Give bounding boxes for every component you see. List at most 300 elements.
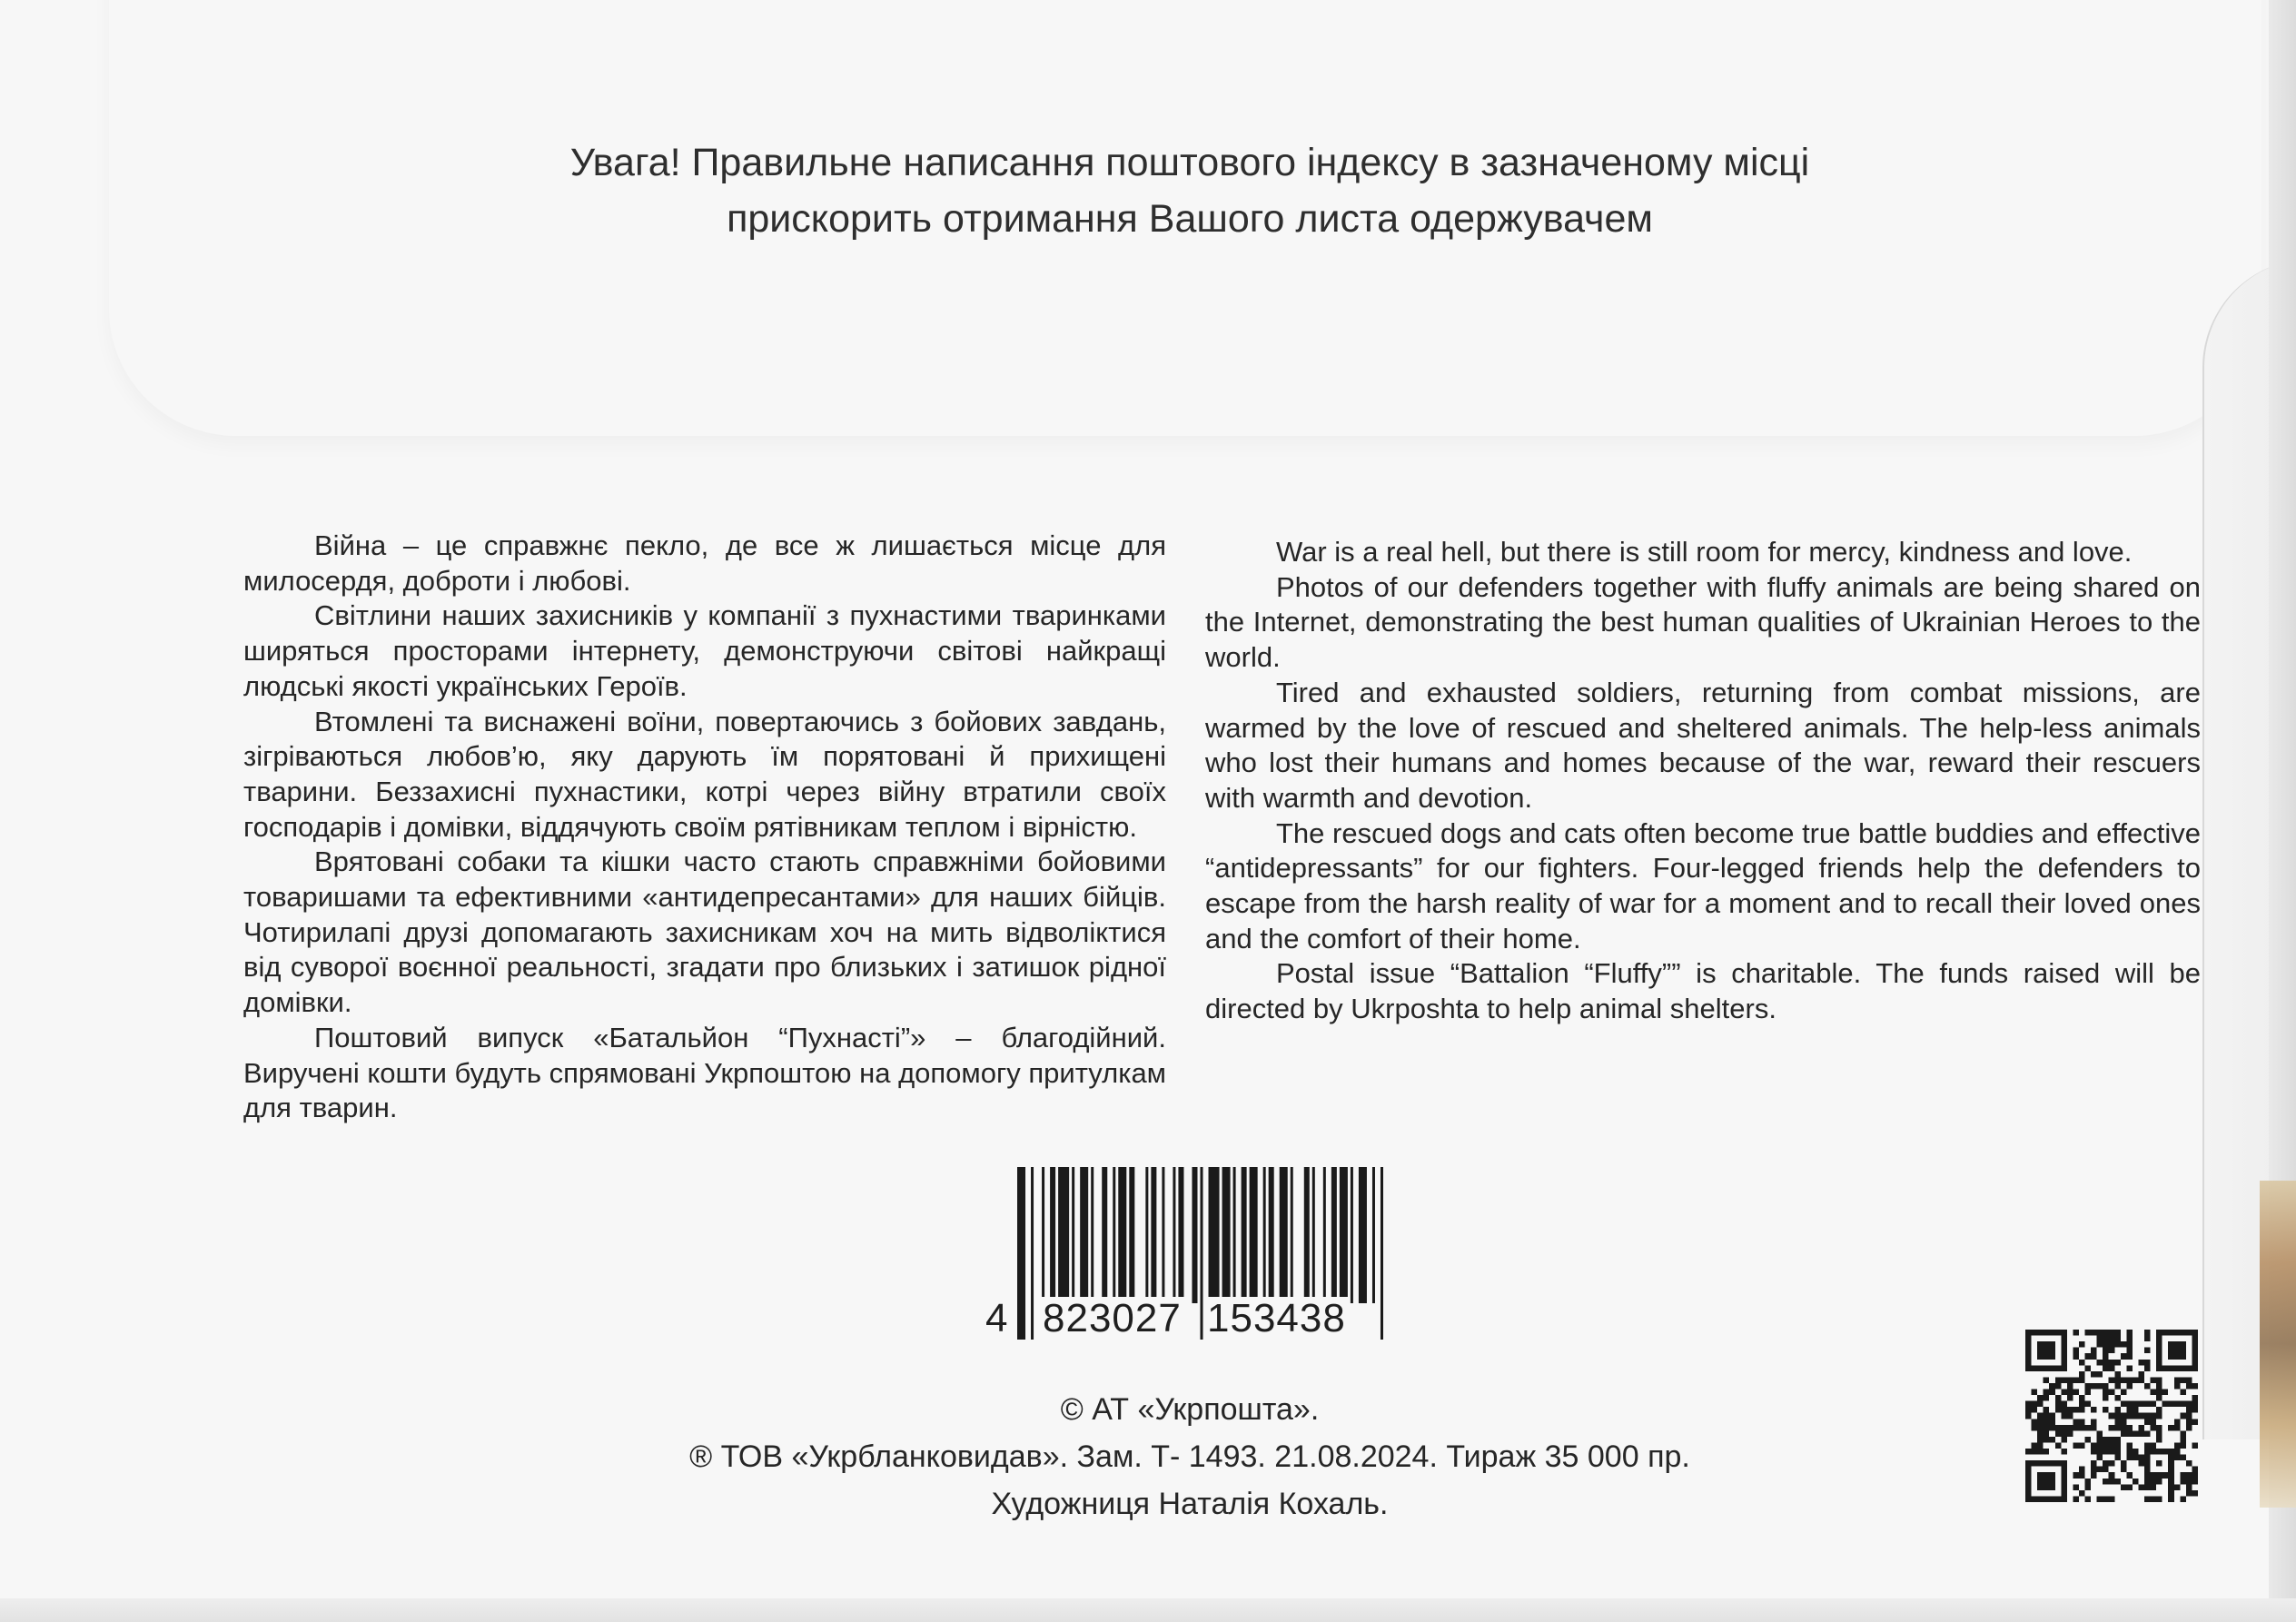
qr-module <box>2025 1449 2032 1455</box>
qr-module <box>2049 1390 2055 1396</box>
qr-module <box>2144 1430 2151 1437</box>
qr-module <box>2144 1479 2151 1485</box>
qr-module <box>2156 1377 2162 1383</box>
qr-module <box>2097 1430 2103 1437</box>
qr-module <box>2151 1377 2157 1383</box>
barcode-bar <box>1340 1167 1348 1303</box>
qr-module <box>2079 1419 2085 1425</box>
qr-module <box>2073 1390 2079 1396</box>
qr-module <box>2151 1419 2157 1425</box>
barcode-bar <box>1129 1167 1134 1303</box>
qr-module <box>2037 1413 2044 1419</box>
qr-module <box>2126 1472 2133 1479</box>
qr-module <box>2144 1360 2151 1366</box>
qr-module <box>2109 1496 2115 1502</box>
qr-module <box>2109 1390 2115 1396</box>
qr-module <box>2037 1395 2044 1401</box>
qr-module <box>2025 1407 2032 1413</box>
qr-module <box>2121 1467 2127 1473</box>
qr-module <box>2168 1341 2186 1360</box>
qr-module <box>2079 1407 2085 1413</box>
qr-module <box>2091 1330 2097 1336</box>
qr-module <box>2109 1413 2115 1419</box>
qr-module <box>2055 1442 2062 1449</box>
qr-module <box>2156 1425 2162 1431</box>
notice-line-1: Увага! Правильне написання поштового індексу в зазначеному місці <box>569 141 1810 184</box>
qr-module <box>2138 1360 2144 1366</box>
barcode-bar <box>1331 1167 1337 1303</box>
qr-module <box>2097 1371 2103 1378</box>
qr-module <box>2037 1341 2055 1360</box>
qr-module <box>2055 1383 2062 1390</box>
qr-module <box>2138 1413 2144 1419</box>
qr-module <box>2097 1442 2103 1449</box>
qr-module <box>2073 1377 2079 1383</box>
qr-module <box>2114 1330 2121 1336</box>
qr-module <box>2103 1353 2109 1360</box>
qr-module <box>2180 1455 2186 1461</box>
qr-module <box>2186 1383 2192 1390</box>
qr-module <box>2156 1437 2162 1443</box>
barcode-bar <box>1372 1167 1375 1303</box>
qr-module <box>2032 1407 2038 1413</box>
copyright-line: © АТ «Укрпошта». <box>1060 1392 1320 1427</box>
qr-module <box>2126 1449 2133 1455</box>
qr-module <box>2091 1353 2097 1360</box>
qr-module <box>2126 1484 2133 1490</box>
qr-module <box>2133 1413 2139 1419</box>
qr-module <box>2085 1496 2092 1502</box>
en-paragraph-3: Tired and exhausted soldiers, returning from combat missions, are warmed by the love of rescued and sheltered animals. The help-less animals who lost their humans and homes because of the war, reward their rescuers with warmth and devotion. <box>1205 676 2201 814</box>
qr-module <box>2151 1401 2157 1408</box>
qr-module <box>2144 1365 2151 1371</box>
qr-module <box>2114 1479 2121 1485</box>
qr-module <box>2138 1460 2144 1467</box>
qr-module <box>2186 1484 2192 1490</box>
qr-module <box>2097 1341 2103 1348</box>
qr-module <box>2103 1467 2109 1473</box>
qr-module <box>2055 1430 2062 1437</box>
qr-module <box>2138 1401 2144 1408</box>
qr-module <box>2114 1407 2121 1413</box>
qr-module <box>2073 1484 2079 1490</box>
qr-module <box>2121 1390 2127 1396</box>
qr-module <box>2103 1348 2109 1354</box>
qr-module <box>2121 1341 2127 1348</box>
qr-module <box>2144 1496 2151 1502</box>
ua-paragraph-2: Світлини наших захисників у компанії з пухнастими тваринками ширяться просторами інтернету, демонструючи світові найкращі людські якості українських Героїв. <box>243 599 1166 702</box>
qr-module <box>2186 1479 2192 1485</box>
qr-module <box>2151 1425 2157 1431</box>
qr-module <box>2103 1449 2109 1455</box>
qr-module <box>2103 1330 2109 1336</box>
qr-module <box>2133 1430 2139 1437</box>
qr-module <box>2126 1336 2133 1342</box>
qr-module <box>2168 1425 2174 1431</box>
qr-module <box>2109 1348 2115 1354</box>
qr-module <box>2044 1413 2050 1419</box>
qr-module <box>2079 1472 2085 1479</box>
qr-module <box>2133 1407 2139 1413</box>
qr-module <box>2067 1377 2073 1383</box>
qr-module <box>2180 1377 2186 1383</box>
qr-module <box>2103 1383 2109 1390</box>
qr-module <box>2138 1425 2144 1431</box>
qr-module <box>2091 1425 2097 1431</box>
qr-module <box>2103 1390 2109 1396</box>
qr-module <box>2133 1479 2139 1485</box>
qr-module <box>2103 1336 2109 1342</box>
qr-module <box>2114 1395 2121 1401</box>
qr-module <box>2109 1377 2115 1383</box>
qr-module <box>2085 1479 2092 1485</box>
qr-module <box>2192 1419 2198 1425</box>
notice-line-2: прискорить отримання Вашого листа одержувачем <box>727 197 1653 241</box>
qr-module <box>2103 1360 2109 1366</box>
qr-module <box>2114 1360 2121 1366</box>
qr-module <box>2114 1442 2121 1449</box>
qr-module <box>2097 1360 2103 1366</box>
qr-module <box>2114 1437 2121 1443</box>
barcode-bar <box>1162 1167 1164 1303</box>
qr-module <box>2174 1425 2181 1431</box>
qr-module <box>2151 1413 2157 1419</box>
qr-module <box>2103 1437 2109 1443</box>
qr-module <box>2126 1413 2133 1419</box>
qr-module <box>2049 1413 2055 1419</box>
qr-module <box>2180 1479 2186 1485</box>
print-info-line: ® ТОВ «Укрбланковидав». Зам. Т- 1493. 21.08.2024. Тираж 35 000 пр. <box>689 1439 1690 1474</box>
qr-module <box>2121 1460 2127 1467</box>
qr-module <box>2079 1341 2085 1348</box>
qr-module <box>2109 1479 2115 1485</box>
qr-module <box>2126 1377 2133 1383</box>
qr-module <box>2180 1442 2186 1449</box>
qr-module <box>2079 1490 2085 1497</box>
qr-module <box>2103 1341 2109 1348</box>
qr-module <box>2192 1401 2198 1408</box>
qr-module <box>2121 1401 2127 1408</box>
stamp-art-fragment <box>2260 1181 2296 1508</box>
barcode-bar <box>1058 1167 1069 1303</box>
qr-module <box>2055 1377 2062 1383</box>
qr-module <box>2126 1341 2133 1348</box>
artist-line: Художниця Наталія Кохаль. <box>991 1487 1389 1521</box>
qr-module <box>2079 1467 2085 1473</box>
qr-module <box>2097 1496 2103 1502</box>
barcode-digits-right: 153438 <box>1203 1297 1350 1340</box>
qr-module <box>2174 1484 2181 1490</box>
qr-module <box>2061 1377 2067 1383</box>
qr-module <box>2091 1472 2097 1479</box>
barcode-bar <box>1359 1167 1367 1303</box>
qr-module <box>2174 1377 2181 1383</box>
qr-module <box>2103 1479 2109 1485</box>
qr-module <box>2168 1479 2174 1485</box>
barcode-bar <box>1031 1167 1034 1340</box>
qr-module <box>2126 1401 2133 1408</box>
qr-module <box>2067 1430 2073 1437</box>
barcode-bar <box>1173 1167 1175 1303</box>
qr-module <box>2073 1348 2079 1354</box>
qr-module <box>2091 1419 2097 1425</box>
barcode-bar <box>1323 1167 1326 1303</box>
qr-module <box>2133 1455 2139 1461</box>
qr-module <box>2180 1472 2186 1479</box>
qr-module <box>2114 1341 2121 1348</box>
barcode-bar <box>1017 1167 1025 1340</box>
barcode-bar <box>1042 1167 1044 1303</box>
qr-module <box>2156 1479 2162 1485</box>
qr-module <box>2044 1395 2050 1401</box>
qr-module <box>2091 1383 2097 1390</box>
qr-module <box>2055 1395 2062 1401</box>
qr-module <box>2085 1425 2092 1431</box>
barcode-bar <box>1263 1167 1266 1303</box>
qr-module <box>2126 1353 2133 1360</box>
barcode-digits-left: 823027 <box>1039 1297 1185 1340</box>
qr-module <box>2061 1425 2067 1431</box>
en-paragraph-2: Photos of our defenders together with fluffy animals are being shared on the Internet, demonstrating the best human qualities of Ukrainian Heroes to the world. <box>1205 570 2201 674</box>
qr-module <box>2049 1437 2055 1443</box>
qr-module <box>2192 1383 2198 1390</box>
qr-module <box>2055 1401 2062 1408</box>
qr-module <box>2174 1383 2181 1390</box>
qr-module <box>2032 1425 2038 1431</box>
qr-module <box>2109 1330 2115 1336</box>
qr-module <box>2151 1479 2157 1485</box>
en-paragraph-5: Postal issue “Battalion “Fluffy”” is charitable. The funds raised will be directed by Ukrposhta to help animal shelters. <box>1205 957 2201 1025</box>
qr-module <box>2037 1472 2055 1490</box>
qr-module <box>2091 1442 2097 1449</box>
qr-module <box>2085 1484 2092 1490</box>
qr-module <box>2079 1360 2085 1366</box>
barcode-bar <box>1178 1167 1183 1303</box>
qr-module <box>2044 1449 2050 1455</box>
qr-module <box>2138 1484 2144 1490</box>
qr-module <box>2144 1484 2151 1490</box>
qr-module <box>2103 1460 2109 1467</box>
qr-module <box>2103 1407 2109 1413</box>
barcode-bar <box>1351 1167 1353 1303</box>
qr-module <box>2192 1467 2198 1473</box>
postal-code-notice <box>436 134 1944 247</box>
qr-module <box>2079 1377 2085 1383</box>
qr-module <box>2079 1401 2085 1408</box>
qr-module <box>2186 1419 2192 1425</box>
qr-module <box>2037 1425 2044 1431</box>
qr-module <box>2049 1425 2055 1431</box>
qr-module <box>2168 1484 2174 1490</box>
qr-module <box>2114 1419 2121 1425</box>
qr-module <box>2037 1419 2044 1425</box>
qr-module <box>2061 1390 2067 1396</box>
qr-module <box>2174 1401 2181 1408</box>
qr-module <box>2085 1437 2092 1443</box>
qr-module <box>2186 1460 2192 1467</box>
qr-module <box>2186 1413 2192 1419</box>
qr-module <box>2114 1336 2121 1342</box>
qr-module <box>2156 1383 2162 1390</box>
qr-module <box>2114 1449 2121 1455</box>
envelope-bottom-edge <box>0 1598 2296 1622</box>
qr-module <box>2055 1407 2062 1413</box>
barcode-bar <box>1145 1167 1148 1303</box>
qr-module <box>2138 1455 2144 1461</box>
qr-module <box>2085 1353 2092 1360</box>
barcode-bar <box>1250 1167 1258 1303</box>
qr-module <box>2091 1460 2097 1467</box>
qr-module <box>2067 1425 2073 1431</box>
qr-module <box>2126 1383 2133 1390</box>
qr-module <box>2097 1437 2103 1443</box>
qr-module <box>2037 1442 2044 1449</box>
qr-module <box>2085 1365 2092 1371</box>
qr-module <box>2032 1449 2038 1455</box>
qr-module <box>2138 1430 2144 1437</box>
qr-module <box>2186 1407 2192 1413</box>
qr-module <box>2180 1496 2186 1502</box>
qr-module <box>2073 1496 2079 1502</box>
qr-module <box>2109 1442 2115 1449</box>
qr-module <box>2103 1395 2109 1401</box>
qr-module <box>2144 1401 2151 1408</box>
qr-module <box>2126 1455 2133 1461</box>
qr-module <box>2079 1442 2085 1449</box>
ua-paragraph-4: Врятовані собаки та кішки часто стають справжніми бойовими товаришами та ефективними «антидепресантами» для наших бійців. Чотирилапі друзі допомагають захисникам хоч на мить відволіктися від суворої воєнної реальності, згадати про близьких і затишок рідної домівки. <box>243 846 1166 1019</box>
qr-module <box>2085 1401 2092 1408</box>
qr-module <box>2121 1484 2127 1490</box>
qr-module <box>2073 1407 2079 1413</box>
barcode-bar <box>1381 1167 1383 1340</box>
qr-module <box>2186 1425 2192 1431</box>
qr-module <box>2144 1336 2151 1342</box>
qr-module <box>2192 1442 2198 1449</box>
qr-module <box>2126 1442 2133 1449</box>
barcode-bar <box>1113 1167 1115 1303</box>
qr-module <box>2151 1496 2157 1502</box>
qr-module <box>2156 1413 2162 1419</box>
qr-module <box>2138 1377 2144 1383</box>
qr-module <box>2109 1365 2115 1371</box>
barcode-bar <box>1072 1167 1074 1303</box>
qr-module <box>2103 1365 2109 1371</box>
qr-module <box>2025 1401 2032 1408</box>
qr-module <box>2126 1330 2133 1336</box>
qr-module <box>2067 1390 2073 1396</box>
barcode-bar <box>1102 1167 1107 1303</box>
qr-module <box>2151 1390 2157 1396</box>
qr-code-icon <box>2025 1330 2198 1502</box>
qr-module <box>2044 1419 2050 1425</box>
qr-module <box>2097 1383 2103 1390</box>
qr-module <box>2186 1472 2192 1479</box>
qr-module <box>2192 1472 2198 1479</box>
qr-module <box>2168 1496 2174 1502</box>
qr-module <box>2073 1330 2079 1336</box>
qr-module <box>2186 1377 2192 1383</box>
qr-module <box>2079 1371 2085 1378</box>
en-paragraph-1: War is a real hell, but there is still room for mercy, kindness and love. <box>1276 536 2133 568</box>
qr-module <box>2091 1449 2097 1455</box>
qr-module <box>2168 1490 2174 1497</box>
qr-module <box>2109 1336 2115 1342</box>
qr-module <box>2044 1425 2050 1431</box>
qr-module <box>2025 1413 2032 1419</box>
qr-module <box>2032 1390 2038 1396</box>
qr-module <box>2114 1383 2121 1390</box>
qr-module <box>2109 1425 2115 1431</box>
qr-module <box>2192 1479 2198 1485</box>
barcode-bar <box>1151 1167 1156 1303</box>
qr-module <box>2091 1407 2097 1413</box>
qr-module <box>2097 1330 2103 1336</box>
qr-module <box>2121 1425 2127 1431</box>
qr-module <box>2109 1449 2115 1455</box>
qr-module <box>2121 1413 2127 1419</box>
qr-module <box>2186 1490 2192 1497</box>
qr-module <box>2067 1395 2073 1401</box>
qr-module <box>2097 1449 2103 1455</box>
qr-module <box>2180 1437 2186 1443</box>
barcode-bar <box>1304 1167 1310 1303</box>
barcode-bar <box>1080 1167 1088 1303</box>
qr-module <box>2121 1419 2127 1425</box>
qr-module <box>2109 1437 2115 1443</box>
qr-module <box>2109 1341 2115 1348</box>
qr-module <box>2133 1401 2139 1408</box>
qr-module <box>2126 1407 2133 1413</box>
qr-module <box>2174 1419 2181 1425</box>
qr-module <box>2091 1348 2097 1354</box>
qr-module <box>2126 1365 2133 1371</box>
qr-module <box>2114 1377 2121 1383</box>
qr-module <box>2180 1401 2186 1408</box>
qr-module <box>2156 1390 2162 1396</box>
qr-module <box>2073 1425 2079 1431</box>
qr-module <box>2091 1467 2097 1473</box>
qr-module <box>2073 1442 2079 1449</box>
qr-module <box>2114 1413 2121 1419</box>
qr-module <box>2032 1401 2038 1408</box>
qr-module <box>2079 1425 2085 1431</box>
qr-module <box>2032 1442 2038 1449</box>
barcode-bar <box>1233 1167 1236 1303</box>
qr-module <box>2044 1390 2050 1396</box>
qr-module <box>2133 1449 2139 1455</box>
qr-module <box>2061 1413 2067 1419</box>
english-text-column <box>1205 535 2201 1027</box>
ua-paragraph-5: Поштовий випуск «Батальйон “Пухнасті”» – благодійний. Виручені кошти будуть спрямовані Укрпоштою на допомогу притулкам для тварин. <box>243 1021 1166 1124</box>
barcode-bar <box>1222 1167 1231 1303</box>
qr-module <box>2174 1442 2181 1449</box>
qr-module <box>2114 1455 2121 1461</box>
qr-module <box>2156 1407 2162 1413</box>
qr-module <box>2073 1353 2079 1360</box>
barcode-bar <box>1091 1167 1094 1303</box>
qr-module <box>2097 1336 2103 1342</box>
qr-module <box>2037 1401 2044 1408</box>
qr-module <box>2126 1430 2133 1437</box>
qr-module <box>2144 1348 2151 1354</box>
qr-module <box>2162 1390 2169 1396</box>
qr-module <box>2085 1383 2092 1390</box>
qr-module <box>2049 1419 2055 1425</box>
qr-module <box>2067 1383 2073 1390</box>
qr-module <box>2103 1496 2109 1502</box>
qr-module <box>2067 1407 2073 1413</box>
qr-module <box>2073 1419 2079 1425</box>
